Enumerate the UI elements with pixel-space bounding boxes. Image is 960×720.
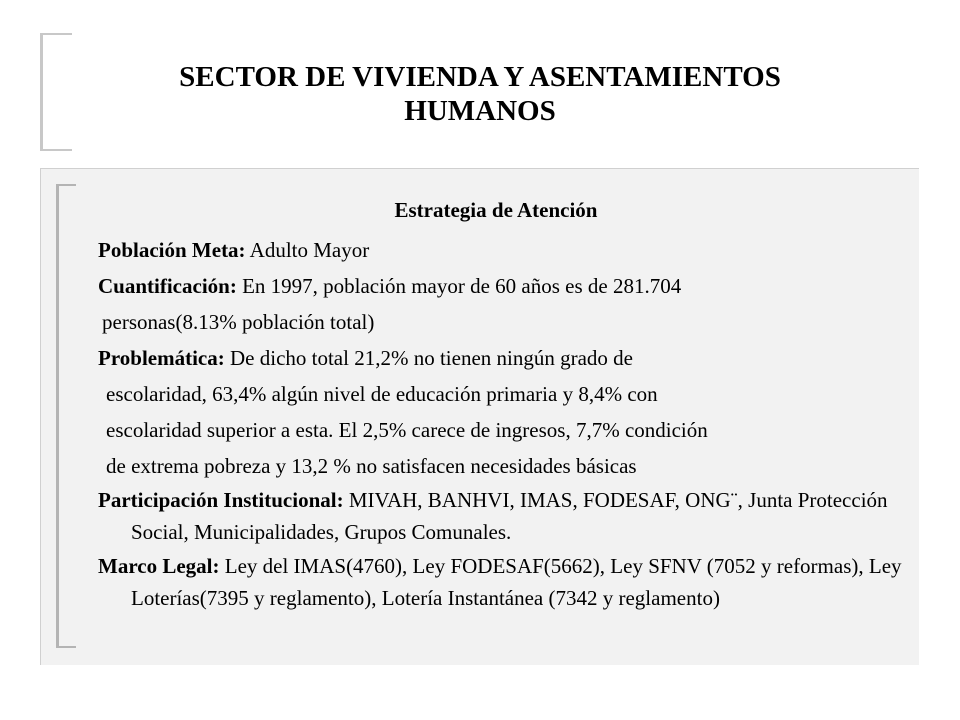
problematica-line4: de extrema pobreza y 13,2 % no satisfacen necesidades básicas	[106, 454, 637, 478]
cuantificacion-label: Cuantificación:	[98, 274, 237, 298]
problematica-label: Problemática:	[98, 346, 225, 370]
poblacion-meta-value: Adulto Mayor	[249, 238, 370, 262]
participacion-value: MIVAH, BANHVI, IMAS, FODESAF, ONG¨, Junta Protección Social, Municipalidades, Grupos Comunales.	[131, 488, 888, 544]
marco-legal-value: Ley del IMAS(4760), Ley FODESAF(5662), Ley SFNV (7052 y reformas), Ley Loterías(7395 y reglamento), Lotería Instantánea (7342 y reglamento)	[131, 554, 902, 610]
poblacion-meta-row	[98, 232, 904, 268]
panel-bracket-decoration	[56, 184, 76, 648]
cuantificacion-row	[98, 268, 904, 304]
cuantificacion-line2: personas(8.13% población total)	[102, 310, 375, 334]
marco-legal-label: Marco Legal:	[98, 554, 220, 578]
problematica-line3: escolaridad superior a esta. El 2,5% carece de ingresos, 7,7% condición	[106, 418, 708, 442]
content-body	[98, 232, 904, 614]
slide-title	[100, 60, 860, 128]
slide-title-line1: SECTOR DE VIVIENDA Y ASENTAMIENTOS	[179, 61, 781, 93]
cuantificacion-line1: En 1997, población mayor de 60 años es de 281.704	[242, 274, 682, 298]
marco-legal-row	[98, 550, 904, 614]
participacion-label: Participación Institucional:	[98, 488, 344, 512]
problematica-line2: escolaridad, 63,4% algún nivel de educación primaria y 8,4% con	[106, 382, 658, 406]
title-bracket-decoration	[40, 33, 72, 151]
section-subheading: Estrategia de Atención	[394, 198, 598, 222]
problematica-line1: De dicho total 21,2% no tienen ningún grado de	[230, 346, 633, 370]
poblacion-meta-label: Población Meta:	[98, 238, 246, 262]
slide-title-line2: HUMANOS	[404, 95, 556, 127]
participacion-row	[98, 484, 904, 548]
problematica-row	[98, 340, 904, 376]
